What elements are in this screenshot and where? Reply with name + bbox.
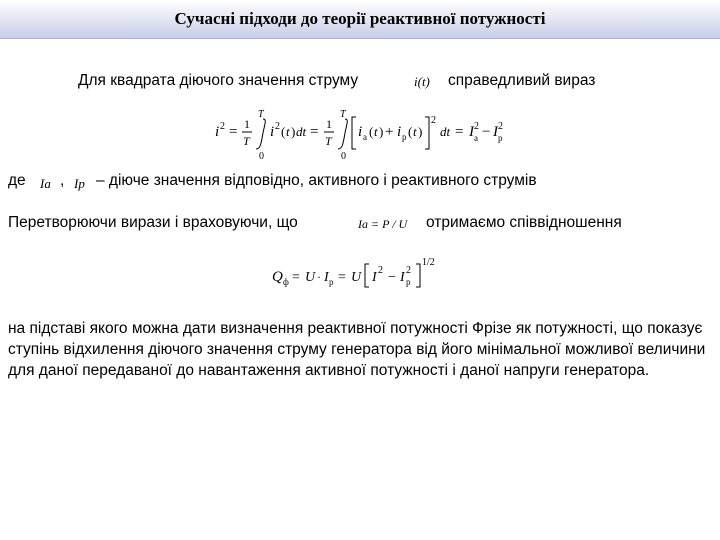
svg-text:р: р: [329, 277, 334, 287]
svg-text:а: а: [474, 133, 478, 143]
svg-text:ф: ф: [283, 277, 289, 287]
svg-text:2: 2: [406, 265, 411, 276]
svg-text:I: I: [324, 270, 329, 285]
svg-text:I: I: [469, 124, 474, 140]
svg-text:=: =: [455, 124, 464, 140]
svg-text:−: −: [482, 124, 491, 140]
active-current-symbol: Iа: [40, 176, 51, 191]
svg-text:dt: dt: [296, 124, 307, 139]
svg-text:i: i: [215, 124, 220, 140]
svg-text:Q: Q: [272, 269, 283, 285]
comma: ,: [60, 172, 65, 189]
svg-text:2: 2: [220, 121, 225, 132]
title-bar: [0, 0, 720, 39]
svg-text:2: 2: [275, 121, 280, 132]
intro-text: [78, 72, 358, 90]
obtain-text: отримаємо співвідношення: [426, 214, 622, 231]
svg-text:I: I: [493, 124, 498, 140]
svg-text:1/2: 1/2: [422, 257, 435, 268]
svg-text:2: 2: [431, 115, 436, 126]
slide-title: Сучасні підходи до теорії реактивної потужності: [174, 9, 546, 28]
fryze-power-formula: [268, 255, 458, 295]
svg-text:i: i: [358, 124, 363, 140]
svg-text:(: (: [281, 124, 286, 139]
intro-text-after: справедливий вираз: [448, 72, 596, 89]
svg-text:а: а: [363, 132, 367, 142]
svg-text:р: р: [406, 277, 411, 287]
currents-description: – діюче значення відповідно, активного і реактивного струмів: [96, 172, 537, 189]
svg-text:i: i: [270, 124, 275, 140]
svg-text:t: t: [286, 124, 290, 139]
svg-text:2: 2: [498, 121, 503, 132]
transform-text: Перетворюючи вирази і враховуючи, що: [8, 214, 298, 231]
current-symbol: i(t): [414, 74, 430, 89]
svg-text:=: =: [229, 124, 238, 140]
svg-text:): ): [418, 124, 423, 139]
svg-text:U: U: [305, 270, 316, 285]
svg-text:I: I: [400, 270, 405, 285]
svg-text:T: T: [258, 109, 264, 120]
definition-paragraph: на підставі якого можна дати визначення реактивної потужності Фрізе як потужності, що показує ступінь відхилення діючого значення струму генератора від його мінімальної можливої величини для даної передаваної до навантаження активної потужності і даної напруги генератора.: [8, 320, 706, 379]
svg-text:t: t: [413, 124, 417, 139]
svg-text:2: 2: [474, 121, 479, 132]
svg-text:dt: dt: [440, 124, 451, 139]
svg-text:0: 0: [259, 151, 264, 161]
svg-text:р: р: [402, 132, 407, 142]
svg-text:t: t: [374, 124, 378, 139]
svg-text:i: i: [397, 124, 402, 140]
svg-text:T: T: [325, 134, 332, 148]
intro-text-before: Для квадрата діючого значення струму: [78, 72, 359, 89]
svg-text:р: р: [498, 133, 503, 143]
svg-text:U: U: [351, 270, 362, 285]
svg-text:1: 1: [244, 117, 250, 131]
rms-current-formula: [205, 103, 505, 161]
active-current-formula: Iа = P / U: [358, 217, 408, 231]
svg-text:=: =: [292, 270, 300, 285]
svg-text:): ): [291, 124, 296, 139]
svg-text:I: I: [372, 270, 377, 285]
svg-text:T: T: [340, 109, 346, 120]
svg-text:(: (: [369, 124, 374, 139]
svg-text:(: (: [408, 124, 413, 139]
svg-text:−: −: [388, 270, 396, 285]
svg-text:=: =: [310, 124, 319, 140]
reactive-current-symbol: Iр: [74, 176, 85, 191]
where-label: де: [8, 172, 26, 189]
svg-text:+: +: [385, 124, 394, 140]
svg-text:·: ·: [317, 270, 321, 284]
svg-text:=: =: [338, 270, 346, 285]
svg-text:): ): [379, 124, 384, 139]
svg-text:2: 2: [378, 265, 383, 276]
svg-text:1: 1: [326, 117, 332, 131]
svg-text:0: 0: [341, 151, 346, 161]
svg-text:T: T: [243, 134, 250, 148]
